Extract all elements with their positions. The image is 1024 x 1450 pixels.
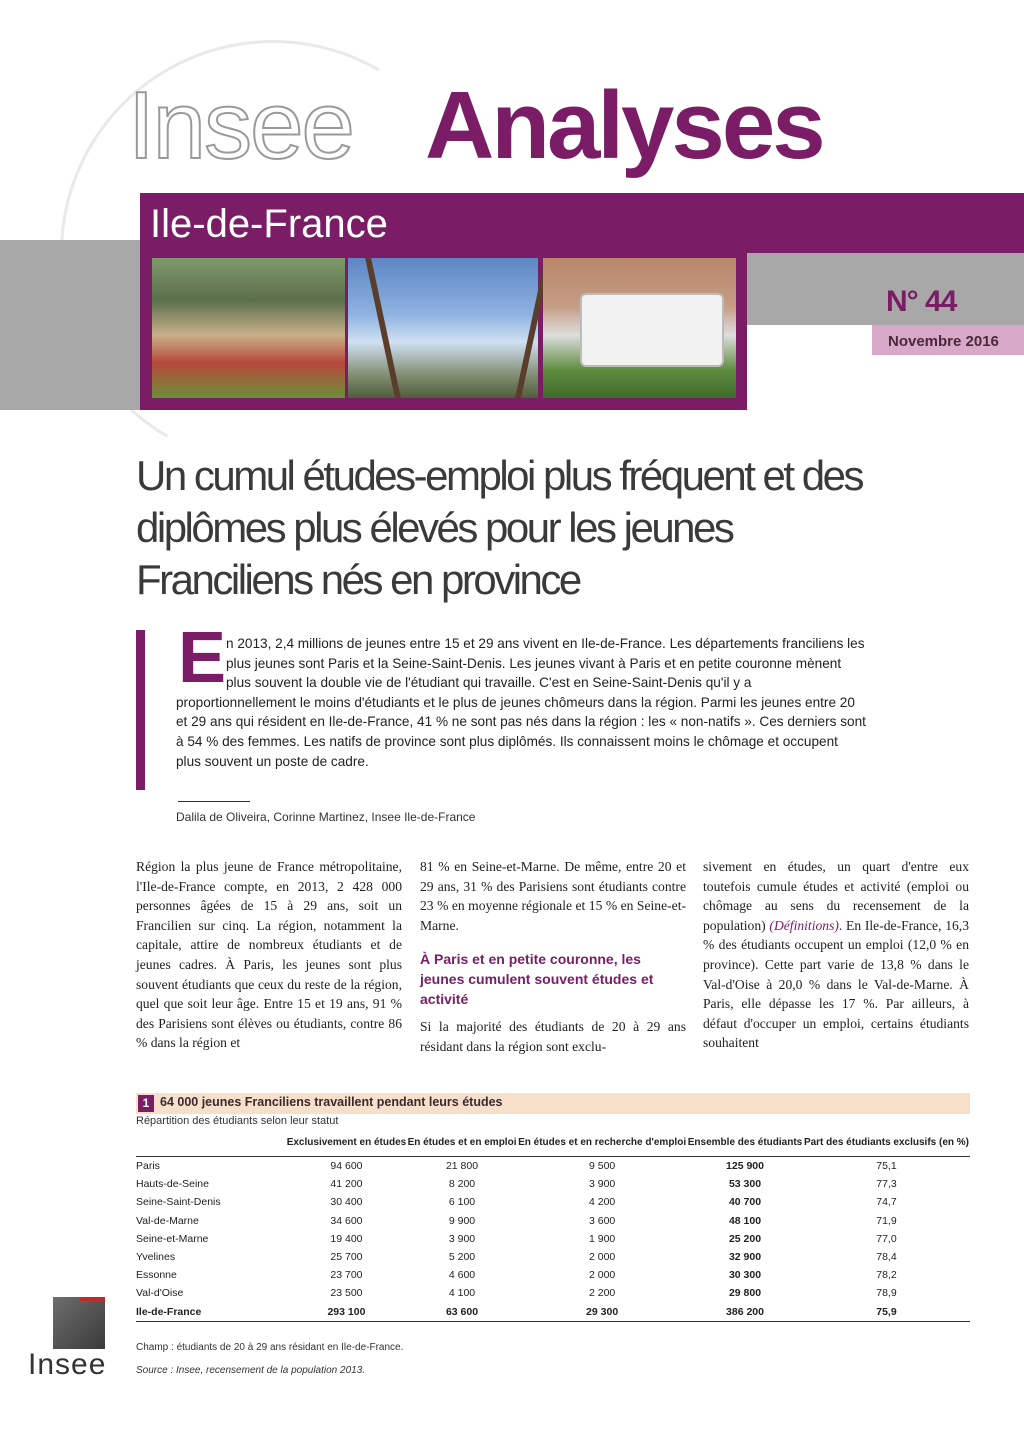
- table-cell: 4 200: [588, 1196, 616, 1209]
- column-header: Exclusivement en études: [286, 1134, 407, 1157]
- table-cell: 23 700: [330, 1269, 363, 1282]
- table-cell: 30 300: [728, 1269, 762, 1282]
- table-cell: 29 300: [517, 1303, 687, 1322]
- insee-logo-accent: [80, 1297, 105, 1301]
- table-cell: 41 200: [330, 1178, 363, 1191]
- header-gray-band: [0, 240, 140, 410]
- table-cell: 9 500: [588, 1160, 616, 1173]
- authors: Dalila de Oliveira, Corinne Martinez, Insee Ile-de-France: [176, 810, 476, 824]
- column-header: En études et en recherche d'emploi: [517, 1134, 687, 1157]
- table-cell: 386 200: [687, 1303, 803, 1322]
- table-cell: 3 600: [588, 1214, 616, 1227]
- table-cell: 8 200: [448, 1178, 476, 1191]
- table-cell: 21 800: [445, 1160, 479, 1173]
- table-cell: 23 500: [330, 1287, 363, 1300]
- table-cell: Yvelines: [136, 1251, 176, 1264]
- region-name: Ile-de-France: [150, 202, 388, 246]
- column-header: [136, 1134, 286, 1157]
- body-column-3-text-a: sivement en études, un quart d'entre eux toutefois cumule études et activité (emploi ou chômage au sens du recensement de la population): [703, 859, 969, 933]
- table-subtitle: Répartition des étudiants selon leur statut: [136, 1115, 339, 1127]
- table-cell: 6 100: [448, 1196, 476, 1209]
- table-row: [136, 1157, 970, 1176]
- table-source: Source : Insee, recensement de la population 2013.: [136, 1365, 366, 1376]
- table-cell: 77,0: [876, 1232, 897, 1245]
- table-cell: 40 700: [728, 1196, 762, 1209]
- table-cell: 32 900: [728, 1251, 762, 1264]
- table-row: [136, 1175, 970, 1193]
- table-cell: 9 900: [448, 1214, 476, 1227]
- table-cell: 94 600: [330, 1160, 363, 1173]
- table-cell: 77,3: [876, 1178, 897, 1191]
- column-header: Part des étudiants exclusifs (en %): [803, 1134, 970, 1157]
- dropcap: E: [178, 618, 227, 698]
- table-cell: Hauts-de-Seine: [136, 1178, 209, 1191]
- table-cell: 78,2: [876, 1269, 897, 1282]
- body-column-3-text-b: . En Ile-de-France, 16,3 % des étudiants occupent un emploi (12,0 % en province). Cette part varie de 13,8 % dans le Val-d'Oise à 20,0 % dans le Val-de-Marne. À Paris, elle dépasse les 17 %. Par ailleurs, à défaut d'occuper un emploi, certains étudiants souhaitent: [703, 917, 970, 1051]
- table-cell: Paris: [136, 1160, 160, 1173]
- table-cell: 3 900: [448, 1232, 476, 1245]
- table-cell: 34 600: [330, 1214, 363, 1227]
- table-cell: 71,9: [876, 1214, 897, 1227]
- table-cell: 75,1: [876, 1160, 897, 1173]
- table-cell: 4 600: [448, 1269, 476, 1282]
- body-column-3: [703, 857, 969, 1053]
- table-cell: 4 100: [448, 1287, 476, 1300]
- table-cell: Val-de-Marne: [136, 1214, 199, 1227]
- table-cell: Ile-de-France: [136, 1303, 286, 1322]
- table-row: [136, 1230, 970, 1248]
- table-cell: 29 800: [728, 1287, 762, 1300]
- table-cell: 25 700: [330, 1251, 363, 1264]
- table-cell: 75,9: [803, 1303, 970, 1322]
- table-cell: 2 000: [588, 1269, 616, 1282]
- author-rule: [178, 801, 250, 802]
- body-column-2-text-a: 81 % en Seine-et-Marne. De même, entre 20 et 29 ans, 31 % des Parisiens sont étudiants contre 23 % en moyenne régionale et 15 % en Seine-et-Marne.: [420, 859, 686, 933]
- table-header-row: [136, 1134, 970, 1157]
- table-row: [136, 1193, 970, 1211]
- table-cell: 2 000: [588, 1251, 616, 1264]
- body-column-2-text-b: Si la majorité des étudiants de 20 à 29 ans résidant dans la région sont exclu-: [420, 1019, 686, 1054]
- table-cell: 78,9: [876, 1287, 897, 1300]
- column-header: En études et en emploi: [407, 1134, 517, 1157]
- column-header: Ensemble des étudiants: [687, 1134, 803, 1157]
- table-cell: 48 100: [728, 1214, 762, 1227]
- table-cell: 25 200: [728, 1232, 762, 1245]
- table-row: [136, 1212, 970, 1230]
- table-cell: 19 400: [330, 1232, 363, 1245]
- logo-insee: Insee: [128, 72, 353, 179]
- table-cell: 53 300: [728, 1178, 762, 1191]
- logo-analyses: Analyses: [425, 72, 823, 179]
- lead-bar: [136, 630, 145, 790]
- table-cell: Essonne: [136, 1269, 177, 1282]
- table-cell: 74,7: [876, 1196, 897, 1209]
- body-column-2: [420, 857, 686, 1057]
- table-cell: Seine-Saint-Denis: [136, 1196, 221, 1209]
- table-cell: 78,4: [876, 1251, 897, 1264]
- page-title: Un cumul études-emploi plus fréquent et des diplômes plus élevés pour les jeunes Franciliens nés en province: [136, 452, 862, 603]
- issue-number: N° 44: [886, 285, 957, 318]
- insee-logo-text: Insee: [28, 1348, 107, 1381]
- lead-text: n 2013, 2,4 millions de jeunes entre 15 et 29 ans vivent en Ile-de-France. Les départements franciliens les plus jeunes sont Paris et la Seine-Saint-Denis. Les jeunes vivant à Paris et en petite couronne mènent plus souvent la double vie de l'étudiant qui travaille. C'est en Seine-Saint-Denis qu'il y a proportionnellement le moins d'étudiants et le plus de jeunes chômeurs dans la région. Parmi les jeunes entre 20 et 29 ans qui résident en Ile-de-France, 41 % ne sont pas nés dans la région : les « non-natifs ». Ces derniers sont à 54 % des femmes. Les natifs de province sont plus diplômés. Ils connaissent moins le chômage et occupent plus souvent un poste de cadre.: [176, 636, 866, 769]
- tram-shape: [580, 293, 724, 367]
- data-table: [136, 1134, 970, 1322]
- issue-date: Novembre 2016: [888, 333, 999, 350]
- lead-paragraph: [176, 634, 866, 771]
- table-title: 64 000 jeunes Franciliens travaillent pendant leurs études: [160, 1095, 503, 1109]
- table-cell: Seine-et-Marne: [136, 1232, 209, 1245]
- table-row: [136, 1248, 970, 1266]
- table-champ: Champ : étudiants de 20 à 29 ans résidant en Ile-de-France.: [136, 1342, 404, 1353]
- table-cell: 3 900: [588, 1178, 616, 1191]
- table-cell: Val-d'Oise: [136, 1287, 184, 1300]
- table-number: 1: [138, 1095, 154, 1112]
- section-subhead: À Paris et en petite couronne, les jeunes cumulent souvent études et activité: [420, 951, 654, 1008]
- table-cell: 30 400: [330, 1196, 363, 1209]
- table-row: [136, 1266, 970, 1284]
- table-cell: 2 200: [588, 1287, 616, 1300]
- table-cell: 1 900: [588, 1232, 616, 1245]
- table-cell: 63 600: [407, 1303, 517, 1322]
- insee-logo-icon: [53, 1297, 105, 1349]
- table-row: [136, 1284, 970, 1302]
- table-cell: 5 200: [448, 1251, 476, 1264]
- table-total-row: [136, 1303, 970, 1322]
- body-column-1: Région la plus jeune de France métropolitaine, l'Ile-de-France compte, en 2013, 2 428 000 personnes âgées de 15 à 29 ans, soit un Francilien sur cinq. La région, notamment la capitale, attire de nombreux étudiants et de jeunes cadres. À Paris, les jeunes sont plus souvent étudiants que ceux du reste de la région, quel que soit leur âge. Entre 15 et 19 ans, 91 % des Parisiens sont élèves ou étudiants, contre 86 % dans la région et: [136, 859, 402, 1051]
- photo-market: [152, 258, 345, 398]
- table-cell: 293 100: [286, 1303, 407, 1322]
- table-cell: 125 900: [726, 1160, 764, 1173]
- definitions-link[interactable]: (Définitions): [769, 917, 839, 933]
